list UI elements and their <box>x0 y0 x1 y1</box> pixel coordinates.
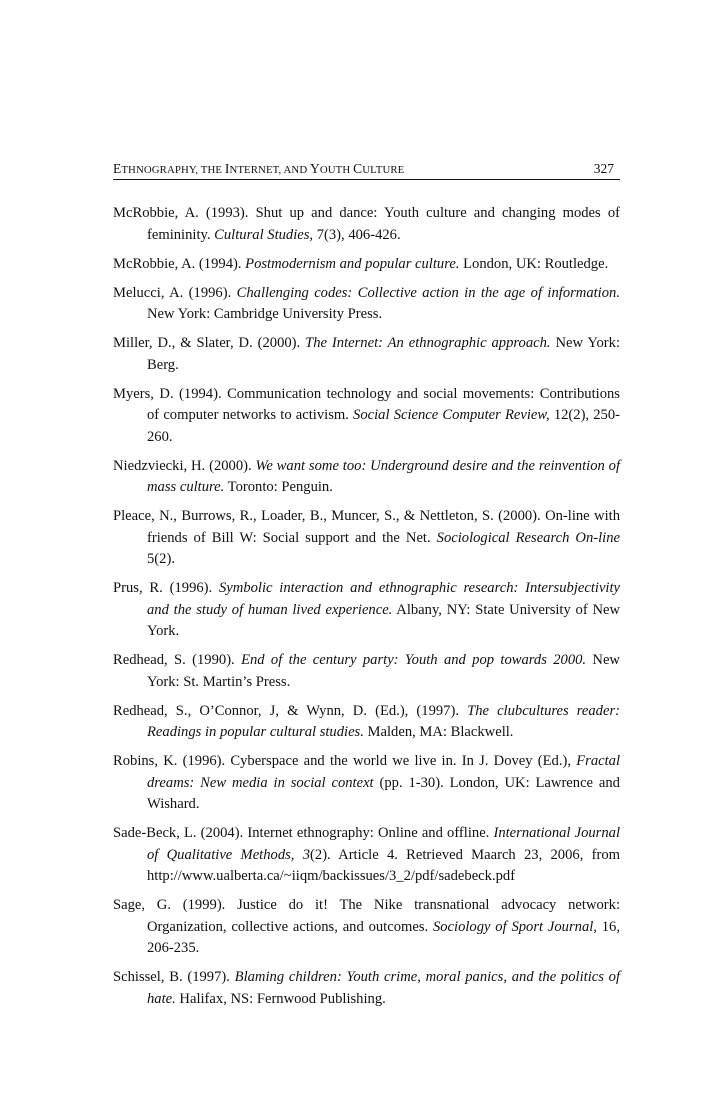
reference-entry: Prus, R. (1996). Symbolic interaction and ethnographic research: Intersubjectivity and the study of human lived experience. Albany, NY: State University of New York. <box>113 580 621 639</box>
running-header <box>113 157 620 180</box>
reference-entry: Redhead, S. (1990). End of the century party: Youth and pop towards 2000. New York: St. Martin’s Press. <box>113 652 620 690</box>
reference-entry: Sade-Beck, L. (2004). Internet ethnography: Online and offline. International Journal of Qualitative Methods, 3(2). Article 4. Retrieved Maarch 23, 2006, from http://www.ualberta.ca/~iiqm/backissues/3_2/pdf/sadebeck.pdf <box>113 825 620 884</box>
reference-entry: McRobbie, A. (1993). Shut up and dance: Youth culture and changing modes of femininity. Cultural Studies, 7(3), 406-426. <box>113 205 620 243</box>
reference-entry: Niedzviecki, H. (2000). We want some too: Underground desire and the reinvention of mass culture. Toronto: Penguin. <box>113 457 621 495</box>
reference-entry: McRobbie, A. (1994). Postmodernism and popular culture. London, UK: Routledge. <box>113 255 609 272</box>
reference-entry: Sage, G. (1999). Justice do it! The Nike transnational advocacy network: Organization, collective actions, and outcomes. Sociology of Sport Journal, 16, 206-235. <box>113 897 620 956</box>
reference-entry: Miller, D., & Slater, D. (2000). The Internet: An ethnographic approach. New York: Berg. <box>113 335 621 373</box>
running-title: ETHNOGRAPHY, THE INTERNET, AND YOUTH CULTURE <box>113 161 405 176</box>
reference-entry: Melucci, A. (1996). Challenging codes: Collective action in the age of information. New York: Cambridge University Press. <box>113 284 620 322</box>
reference-entry: Pleace, N., Burrows, R., Loader, B., Muncer, S., & Nettleton, S. (2000). On-line with friends of Bill W: Social support and the Net. Sociological Research On-line 5(2). <box>113 508 620 567</box>
reference-entry: Myers, D. (1994). Communication technology and social movements: Contributions of computer networks to activism. Social Science Computer Review, 12(2), 250-260. <box>113 385 620 445</box>
reference-list <box>113 203 620 1018</box>
page-number: 327 <box>593 161 614 176</box>
reference-entry: Schissel, B. (1997). Blaming children: Youth crime, moral panics, and the politics of hate. Halifax, NS: Fernwood Publishing. <box>113 969 620 1007</box>
reference-entry: Robins, K. (1996). Cyberspace and the world we live in. In J. Dovey (Ed.), Fractal dreams: New media in social context (pp. 1-30). London, UK: Lawrence and Wishard. <box>113 753 620 812</box>
reference-entry: Redhead, S., O’Connor, J, & Wynn, D. (Ed.), (1997). The clubcultures reader: Readings in popular cultural studies. Malden, MA: Blackwell. <box>113 702 620 740</box>
